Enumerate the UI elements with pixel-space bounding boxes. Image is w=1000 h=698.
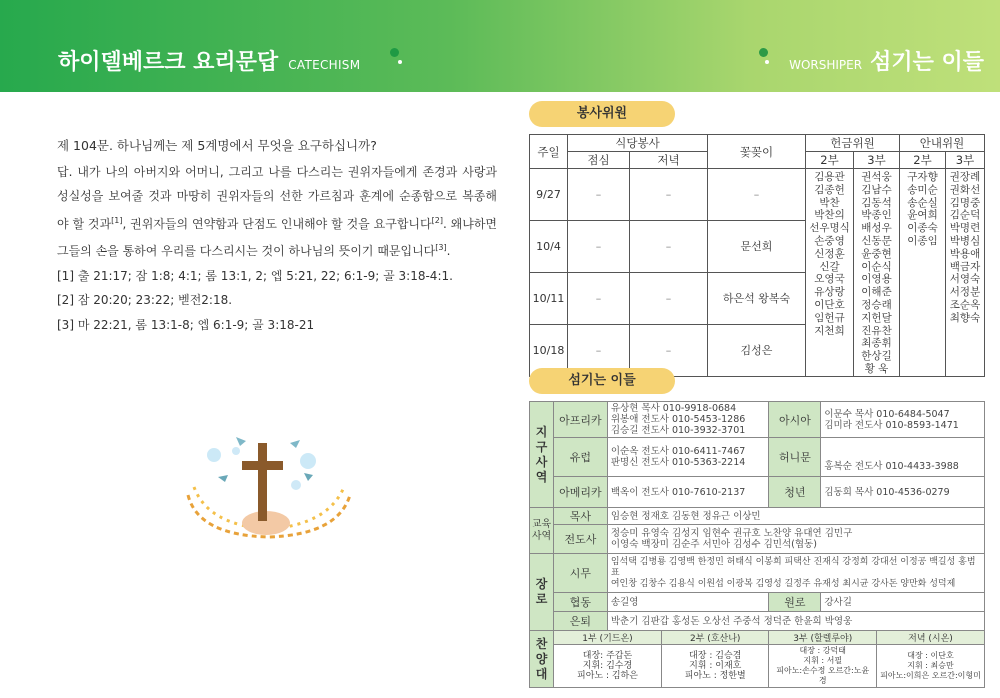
members-table xyxy=(529,401,985,688)
assoc-elder-label: 협동 xyxy=(553,593,607,612)
choir-name: 1부 (기드온) xyxy=(554,631,662,645)
pastor-label: 목사 xyxy=(553,508,607,525)
col-offering-2: 2부 xyxy=(806,152,854,169)
emeritus-label: 원로 xyxy=(769,593,821,612)
hermon-label: 허니문 xyxy=(769,438,821,477)
lunch-cell: – xyxy=(568,220,630,272)
scripture-ref: [3] 마 22:21, 롬 13:1-8; 엡 6:1-9; 골 3:18-21 xyxy=(57,317,315,332)
header-banner xyxy=(0,0,1000,92)
catechism-text xyxy=(57,134,497,337)
worshiper-title-en: WORSHIPER xyxy=(789,58,863,72)
green-dot-icon xyxy=(759,48,768,57)
europe-label: 유럽 xyxy=(553,438,607,477)
flower-cell: 하은석 왕복숙 xyxy=(708,272,806,324)
service-pill: 봉사위원 xyxy=(529,101,675,127)
choir-group-label: 찬양대 xyxy=(530,631,554,688)
members-pill: 섬기는 이들 xyxy=(529,368,675,394)
pastor-list: 임승현 정재호 김동현 정유근 이상민 xyxy=(607,508,984,525)
dinner-cell: – xyxy=(630,324,708,376)
col-usher-3: 3부 xyxy=(946,152,985,169)
footnote-ref: [3] xyxy=(435,243,447,252)
choir-staff: 대장 : 김승겸 지휘 : 이재호 피아노 : 정한별 xyxy=(661,645,769,688)
evangelist-list: 정승미 유영숙 김성지 임현수 권규호 노찬양 유대연 김민구 이영숙 백장미 김순주 서민아 김성수 김민석(협동) xyxy=(607,525,984,554)
choir-name: 저녁 (시온) xyxy=(876,631,984,645)
choir-cell xyxy=(553,631,984,688)
hermon-contact: 홍복순 전도사 010-4433-3988 xyxy=(821,438,985,477)
catechism-title: 하이델베르크 요리문답 xyxy=(58,50,279,75)
active-elder-label: 시무 xyxy=(553,554,607,593)
europe-contacts: 이순옥 전도사 010-6411-7467 판명신 전도사 010-5363-2214 xyxy=(607,438,769,477)
africa-label: 아프리카 xyxy=(553,402,607,438)
offering-3-list: 권석웅 김남수 김동석 박종인 배성우 신동문 윤중현 이순식 이영용 이해준 정승래 지헌달 진유찬 최종휘 한상길 황 욱 xyxy=(854,169,900,377)
choir-staff: 대장: 주갑돈 지휘: 김수경 피아노 : 김하은 xyxy=(554,645,662,688)
col-usher-2: 2부 xyxy=(900,152,946,169)
col-meal: 식당봉사 xyxy=(568,135,708,152)
lunch-cell: – xyxy=(568,272,630,324)
col-offering-3: 3부 xyxy=(854,152,900,169)
col-offering: 헌금위원 xyxy=(806,135,900,152)
asia-contacts: 이문수 목사 010-6484-5047 김미라 전도사 010-8593-1471 xyxy=(821,402,985,438)
emeritus-list: 강사길 xyxy=(821,593,985,612)
retired-label: 은퇴 xyxy=(553,612,607,631)
green-dot-icon xyxy=(390,48,399,57)
scripture-ref: [1] 출 21:17; 잠 1:8; 4:1; 롬 13:1, 2; 엡 5:21, 22; 6:1-9; 골 3:18-4:1. xyxy=(57,268,453,283)
worshiper-title: 섬기는 이들 xyxy=(870,50,984,75)
choir-staff: 대장 : 이단호 지휘 : 최승만 피아노:이희은 오르간:이형미 xyxy=(880,651,981,680)
asia-label: 아시아 xyxy=(769,402,821,438)
america-contact: 백옥이 전도사 010-7610-2137 xyxy=(607,477,769,508)
white-dot-icon xyxy=(398,60,402,64)
flower-cell: – xyxy=(708,169,806,221)
footnote-ref: [2] xyxy=(431,215,443,225)
choir-staff: 대장 : 강덕태 지휘 : 서필 피아노:손수정 오르간:노윤경 xyxy=(769,645,877,688)
retired-list: 박춘기 김판갑 홍성돈 오상선 주중석 정덕준 한윤희 박영웅 xyxy=(607,612,984,631)
youth-label: 청년 xyxy=(769,477,821,508)
footnote-ref: [1] xyxy=(111,215,123,225)
america-label: 아메리카 xyxy=(553,477,607,508)
choir-table xyxy=(554,631,984,687)
choir-name: 2부 (호산나) xyxy=(661,631,769,645)
usher-2-list: 구자향 송미순 송순실 윤여희 이종숙 이종임 xyxy=(900,169,946,377)
assoc-elder-list: 송길영 xyxy=(607,593,769,612)
dinner-cell: – xyxy=(630,272,708,324)
catechism-answer: 답. 내가 나의 아버지와 어머니, 그리고 나를 다스리는 권위자들에게 존경과 사랑과 성실성을 보여줄 것과 마땅히 권위자들의 선한 가르침과 훈계에 순종함으로 복종해야 할 것과[1], 권위자들의 연약함과 단점도 인내해야 할 것을 요구합니다[2]. 왜냐하면 그들의 손을 통하여 우리를 다스리시는 것이 하나님의 뜻이기 때문입니다[3]. xyxy=(57,164,498,258)
table-row xyxy=(530,169,985,221)
evangelist-label: 전도사 xyxy=(553,525,607,554)
usher-3-list: 권장례 권화선 김명중 김순덕 박명련 박병심 박용애 백금자 서영숙 서정분 조순옥 최향숙 xyxy=(946,169,985,377)
scripture-ref: [2] 잠 20:20; 23:22; 벧전2:18. xyxy=(57,293,233,307)
elder-group-label: 장로 xyxy=(530,554,554,631)
region-group-label: 지구사역 xyxy=(530,402,554,508)
dinner-cell: – xyxy=(630,220,708,272)
catechism-title-en: CATECHISM xyxy=(288,58,361,72)
white-dot-icon xyxy=(765,60,769,64)
col-lunch: 점심 xyxy=(568,152,630,169)
col-week: 주일 xyxy=(530,135,568,169)
dinner-cell: – xyxy=(630,169,708,221)
catechism-heading xyxy=(58,45,360,76)
catechism-question: 제 104문. 하나님께는 제 5계명에서 무엇을 요구하십니까? xyxy=(57,138,377,153)
flower-cell: 문선희 xyxy=(708,220,806,272)
flower-cell: 김성은 xyxy=(708,324,806,376)
active-elder-list: 임석택 김병룡 김영백 한정민 허태식 이봉희 피택산 진재식 강정희 강대선 이정공 백길성 홍범표 여인창 김창수 김용식 이원섭 이광복 김영성 길정주 유재성 최시균 강사돈 양만화 성덕제 xyxy=(607,554,984,593)
youth-contact: 김동희 목사 010-4536-0279 xyxy=(821,477,985,508)
col-dinner: 저녁 xyxy=(630,152,708,169)
service-table xyxy=(529,134,985,377)
cross-dove-illustration xyxy=(178,425,358,545)
choir-name: 3부 (할렐루야) xyxy=(769,631,877,645)
lunch-cell: – xyxy=(568,169,630,221)
africa-contacts: 유상현 목사 010-9918-0684 위봉애 전도사 010-5453-1286 김승길 전도사 010-3932-3701 xyxy=(607,402,769,438)
col-flower: 꽃꽂이 xyxy=(708,135,806,169)
week-date: 10/18 xyxy=(530,324,568,376)
week-date: 10/4 xyxy=(530,220,568,272)
week-date: 9/27 xyxy=(530,169,568,221)
lunch-cell: – xyxy=(568,324,630,376)
education-group-label: 교육사역 xyxy=(530,508,554,554)
worshiper-heading xyxy=(789,45,984,76)
offering-2-list: 김용관 김종헌 박찬 박찬의 선우명식 손중영 신정훈 신갈 오영국 유상랑 이단호 임헌규 지천희 xyxy=(806,169,854,377)
week-date: 10/11 xyxy=(530,272,568,324)
col-usher: 안내위원 xyxy=(900,135,985,152)
